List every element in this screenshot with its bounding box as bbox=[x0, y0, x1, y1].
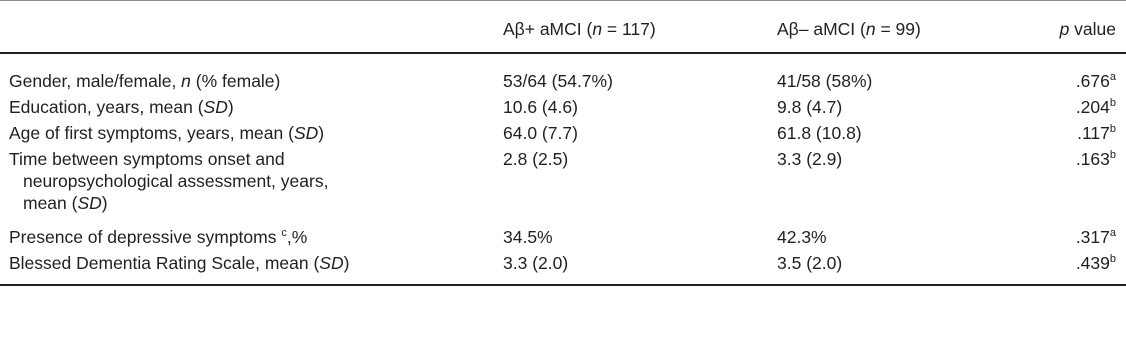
pvalue-text: .317 bbox=[1075, 227, 1110, 247]
row-label-footnote: c bbox=[281, 227, 287, 239]
row-label-text: Education, years, mean ( bbox=[9, 97, 204, 117]
row-label-line3 bbox=[9, 192, 479, 214]
header-group1-prefix: Aβ+ aMCI ( bbox=[503, 19, 593, 39]
row-label-text: ) bbox=[227, 97, 234, 117]
row-label bbox=[9, 252, 479, 274]
cell-group2: 9.8 (4.7) bbox=[777, 97, 843, 117]
row-label bbox=[9, 96, 479, 118]
header-pvalue bbox=[1060, 18, 1116, 40]
pvalue-footnote: b bbox=[1109, 123, 1116, 135]
row-label-text: mean ( bbox=[23, 193, 78, 213]
row-label-line2: neuropsychological assessment, years, bbox=[23, 171, 329, 191]
row-label-text: Age of first symptoms, years, mean ( bbox=[9, 123, 294, 143]
row-label-text: (% female) bbox=[190, 71, 281, 91]
cell-group2: 61.8 (10.8) bbox=[777, 123, 862, 143]
row-label-line1: Time between symptoms onset and bbox=[9, 149, 285, 169]
header-group1-value: = 117) bbox=[602, 19, 656, 39]
row-label-italic: SD bbox=[77, 193, 102, 213]
cell-group1: 64.0 (7.7) bbox=[503, 123, 578, 143]
cell-pvalue bbox=[1076, 226, 1116, 248]
cell-pvalue bbox=[1076, 148, 1116, 170]
row-label-italic: n bbox=[181, 71, 191, 91]
row-label-text: ) bbox=[101, 193, 108, 213]
header-rule bbox=[0, 52, 1126, 54]
pvalue-footnote: b bbox=[1109, 253, 1116, 265]
row-label-italic: SD bbox=[319, 253, 344, 273]
row-label-text: Gender, male/female, bbox=[9, 71, 182, 91]
cell-pvalue bbox=[1077, 122, 1116, 144]
cell-group2: 3.5 (2.0) bbox=[777, 253, 843, 273]
row-label-italic: SD bbox=[203, 97, 228, 117]
header-group2-n: n bbox=[865, 19, 876, 39]
header-group2 bbox=[777, 18, 921, 40]
pvalue-footnote: a bbox=[1109, 227, 1116, 239]
table-bottom-rule bbox=[0, 284, 1126, 286]
row-label-text: ,% bbox=[286, 227, 308, 247]
cell-group2: 42.3% bbox=[777, 227, 827, 247]
row-label-italic: SD bbox=[293, 123, 319, 143]
row-label-text: Blessed Dementia Rating Scale, mean ( bbox=[9, 253, 320, 273]
pvalue-text: .439 bbox=[1075, 253, 1110, 273]
header-group1 bbox=[503, 18, 656, 40]
cell-pvalue bbox=[1076, 96, 1116, 118]
row-label bbox=[9, 226, 479, 248]
row-label-text: ) bbox=[343, 253, 350, 273]
cell-pvalue bbox=[1076, 252, 1116, 274]
header-group2-prefix: Aβ– aMCI ( bbox=[777, 19, 866, 39]
cell-group1: 3.3 (2.0) bbox=[503, 253, 569, 273]
cell-group1: 34.5% bbox=[503, 227, 553, 247]
cell-group1: 53/64 (54.7%) bbox=[503, 71, 613, 91]
header-group1-n: n bbox=[592, 19, 603, 39]
pvalue-text: .163 bbox=[1075, 149, 1110, 169]
pvalue-footnote: b bbox=[1109, 149, 1116, 161]
cell-group1: 10.6 (4.6) bbox=[503, 97, 578, 117]
pvalue-text: .676 bbox=[1075, 71, 1110, 91]
row-label bbox=[9, 70, 479, 92]
pvalue-text: .204 bbox=[1075, 97, 1110, 117]
pvalue-footnote: b bbox=[1109, 97, 1116, 109]
cell-group2: 41/58 (58%) bbox=[777, 71, 873, 91]
pvalue-footnote: a bbox=[1109, 71, 1116, 83]
pvalue-text: .117 bbox=[1077, 123, 1110, 143]
cell-group1: 2.8 (2.5) bbox=[503, 149, 569, 169]
header-pvalue-label: value bbox=[1069, 19, 1116, 39]
row-label-text: ) bbox=[318, 123, 325, 143]
row-label-text: Presence of depressive symptoms bbox=[9, 227, 282, 247]
cell-group2: 3.3 (2.9) bbox=[777, 149, 843, 169]
header-group2-value: = 99) bbox=[875, 19, 921, 39]
header-pvalue-p: p bbox=[1059, 19, 1070, 39]
row-label bbox=[9, 148, 479, 214]
cell-pvalue bbox=[1076, 70, 1116, 92]
table-top-rule bbox=[0, 0, 1126, 1]
row-label bbox=[9, 122, 479, 144]
